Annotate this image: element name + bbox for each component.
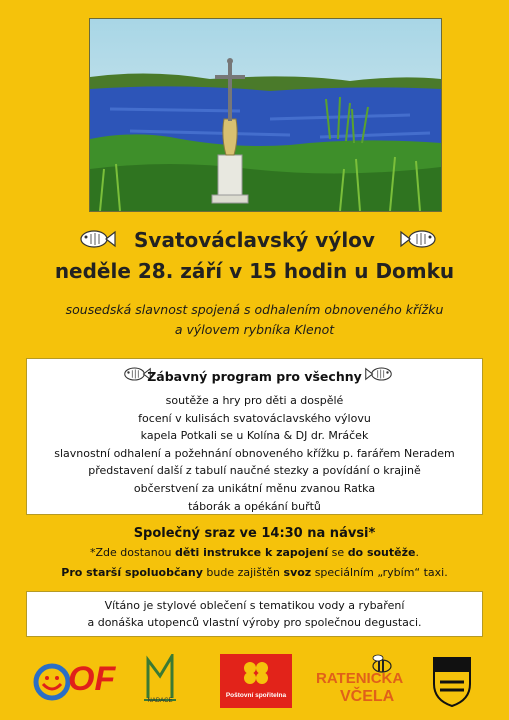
meeting-note-end: . <box>415 546 419 559</box>
seniors-note-bold2: svoz <box>283 566 312 579</box>
event-subtitle-2: a výlovem rybníka Klenot <box>174 322 335 337</box>
program-item: slavnostní odhalení a požehnání obnoveného křížku p. farářem Neradem <box>54 446 455 460</box>
meeting-note-bold: děti instrukce k zapojení <box>174 546 329 559</box>
seniors-note-mid: bude zajištěn <box>202 566 284 579</box>
meeting-note-bold2: do soutěže <box>347 546 416 559</box>
seniors-note-end: speciálním „rybím“ taxi. <box>311 566 448 579</box>
program-item: kapela Potkali se u Kolína & DJ dr. Mráček <box>140 429 369 443</box>
posta-logo-text: Poštovní spořitelna <box>225 692 287 699</box>
dress-line-2: a donáška utopenců vlastní výroby pro společnou degustaci. <box>87 616 422 629</box>
posta-logo <box>220 654 292 708</box>
program-item: táborák a opékání buřtů <box>188 499 321 513</box>
lake-cross-painting <box>90 19 441 211</box>
program-item: občerstvení za unikátní měnu zvanou Ratka <box>133 481 376 495</box>
meeting-note-prefix: *Zde dostanou <box>90 546 175 559</box>
of-logo <box>30 654 116 708</box>
vcela-text: VČELA <box>340 688 395 705</box>
event-date: neděle 28. září v 15 hodin u Domku <box>54 259 455 283</box>
dress-line-1: Vítáno je stylové oblečení s tematikou vody a rybaření <box>104 599 405 612</box>
program-heading: Zábavný program pro všechny <box>147 369 362 384</box>
seniors-note-bold: Pro starší spoluobčany <box>61 566 203 579</box>
meeting-headline: Společný sraz ve 14:30 na návsi* <box>133 526 376 541</box>
ratenicka-text: RATENICKA <box>316 670 404 687</box>
program-list <box>27 392 482 515</box>
ratenicka-vcela-logo <box>316 654 416 708</box>
header-painting <box>89 18 442 212</box>
event-title: Svatováclavský výlov <box>134 228 375 252</box>
event-subtitle-1: sousedská slavnost spojená s odhalením obnoveného křížku <box>65 302 444 317</box>
nadace-logo <box>140 654 180 708</box>
coat-of-arms-logo <box>432 654 472 708</box>
program-box <box>26 358 483 515</box>
program-item: představení další z tabulí naučné stezky a povídání o krajině <box>88 464 421 478</box>
of-logo-text: OF <box>68 660 116 698</box>
nadace-logo-text: NADACE <box>147 698 173 704</box>
program-item: soutěže a hry pro děti a dospělé <box>165 394 344 407</box>
meeting-note <box>0 546 509 559</box>
dress-code-box <box>26 591 483 637</box>
seniors-note <box>0 566 509 579</box>
program-item: focení v kulisách svatováclavského výlovu <box>138 411 371 425</box>
meeting-note-mid: se <box>328 546 348 559</box>
